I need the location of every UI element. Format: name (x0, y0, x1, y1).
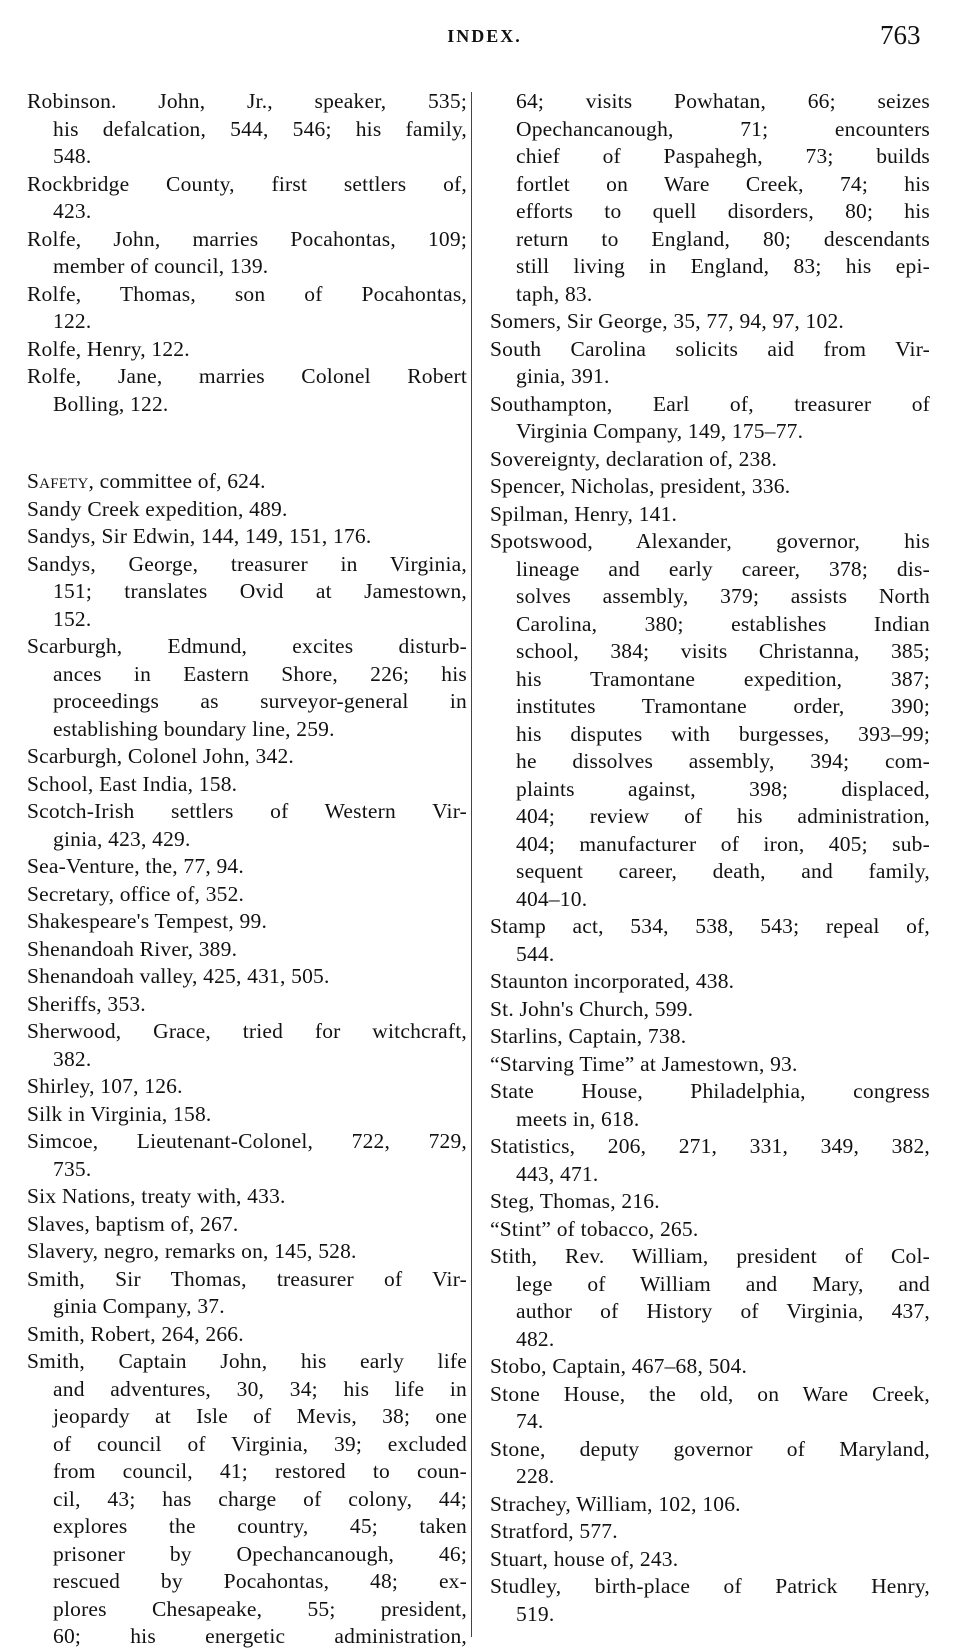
index-entry-line: Slavery, negro, remarks on, 145, 528. (27, 1239, 357, 1263)
running-title: INDEX. (447, 26, 522, 46)
index-entry-line: Robinson. John, Jr., speaker, 535; (27, 89, 467, 113)
index-entry (27, 336, 467, 364)
index-entry-line: Six Nations, treaty with, 433. (27, 1184, 286, 1208)
index-entry-line: Shakespeare's Tempest, 99. (27, 909, 268, 933)
index-entry (27, 1238, 467, 1266)
index-entry-line: Somers, Sir George, 35, 77, 94, 97, 102. (490, 309, 844, 333)
index-entry (27, 1183, 467, 1211)
index-entry-line: Secretary, office of, 352. (27, 881, 245, 906)
index-entry-line: meets in, 618. (516, 1106, 640, 1131)
index-entry-line: Scotch-Irish settlers of Western Vir- (27, 799, 467, 823)
index-entry-line: establishing boundary line, 259. (53, 716, 335, 741)
index-entry-line: Spilman, Henry, 141. (490, 501, 678, 526)
index-entry (490, 968, 930, 996)
index-entry (490, 391, 930, 446)
index-entry-line: Stuart, house of, 243. (490, 1546, 679, 1571)
index-entry (490, 528, 930, 913)
index-entry-line: Scarburgh, Edmund, excites disturb- (27, 634, 467, 658)
index-entry-line: 404; review of his administration, (516, 804, 930, 828)
index-entry-line: Rolfe, John, marries Pocahontas, 109; (27, 226, 467, 251)
index-entry (490, 473, 930, 501)
index-entry-line: prisoner by Opechancanough, 46; (53, 1541, 467, 1566)
index-entry (27, 1211, 467, 1239)
index-entry (490, 308, 930, 336)
index-entry-line: 548. (53, 144, 92, 168)
index-entry-line: proceedings as surveyor-general in (53, 689, 467, 713)
index-entry-line: 122. (53, 309, 92, 333)
index-entry-line: “Starving Time” at Jamestown, 93. (490, 1051, 798, 1076)
index-entry-line: cil, 43; has charge of colony, 44; (53, 1486, 467, 1511)
index-entry (27, 936, 467, 964)
index-entry-line: plores Chesapeake, 55; president, (53, 1596, 467, 1621)
index-entry-line: his defalcation, 544, 546; his family, (53, 116, 467, 141)
index-entry-line: plaints against, 398; displaced, (516, 776, 930, 801)
index-entry-line: Stamp act, 534, 538, 543; repeal of, (490, 914, 930, 938)
index-entry (27, 991, 467, 1019)
index-entry-line: Steg, Thomas, 216. (490, 1189, 660, 1213)
index-entry-line: Shenandoah River, 389. (27, 936, 238, 961)
index-entry-line: return to England, 80; descendants (516, 226, 930, 251)
index-entry (490, 1023, 930, 1051)
index-entry-line: St. John's Church, 599. (490, 996, 694, 1021)
index-entry-line: member of council, 139. (53, 254, 269, 278)
index-column-right (490, 88, 930, 1628)
index-entry-line: jeopardy at Isle of Mevis, 38; one (53, 1404, 467, 1428)
index-entry-line: 404; manufacturer of iron, 405; sub- (516, 831, 930, 856)
index-entry-line: institutes Tramontane order, 390; (516, 694, 930, 718)
index-entry-line: Sheriffs, 353. (27, 991, 146, 1016)
index-entry-line: chief of Paspahegh, 73; builds (516, 144, 930, 168)
index-entry-line: lineage and early career, 378; dis- (516, 556, 930, 581)
index-entry-line (27, 468, 467, 496)
index-entry-line: his Tramontane expedition, 387; (516, 666, 930, 691)
index-entry-line: 382. (53, 1046, 92, 1071)
index-entry-line: Stith, Rev. William, president of Col- (490, 1244, 930, 1268)
index-entry (27, 1101, 467, 1129)
index-entry-line: “Stint” of tobacco, 265. (490, 1216, 699, 1241)
index-entry-line: from council, 41; restored to coun- (53, 1459, 467, 1483)
index-entry-line: School, East India, 158. (27, 771, 238, 796)
index-entry-line: Simcoe, Lieutenant-Colonel, 722, 729, (27, 1129, 467, 1153)
index-entry-line: State House, Philadelphia, congress (490, 1079, 930, 1103)
index-entry (27, 1128, 467, 1183)
index-entry-line: Southampton, Earl of, treasurer of (490, 391, 930, 416)
index-entry-line: Starlins, Captain, 738. (490, 1024, 687, 1048)
index-entry-line: Statistics, 206, 271, 331, 349, 382, (490, 1134, 930, 1158)
index-entry (490, 1491, 930, 1519)
index-entry-line: Spencer, Nicholas, president, 336. (490, 474, 791, 498)
index-entry (27, 496, 467, 524)
index-entry-line: Rolfe, Thomas, son of Pocahontas, (27, 281, 467, 306)
column-divider (471, 92, 472, 1637)
index-entry (490, 1353, 930, 1381)
index-entry-line: Silk in Virginia, 158. (27, 1101, 212, 1126)
index-entry-line: 735. (53, 1156, 92, 1181)
index-entry (27, 798, 467, 853)
index-entry-line: Stratford, 577. (490, 1519, 618, 1543)
index-entry-line: Sherwood, Grace, tried for witchcraft, (27, 1019, 467, 1043)
index-entry-line: rescued by Pocahontas, 48; ex- (53, 1569, 467, 1593)
index-entry-line: 544. (516, 941, 555, 966)
index-entry (27, 523, 467, 551)
index-entry (490, 1133, 930, 1188)
index-entry-line: Opechancanough, 71; encounters (516, 116, 930, 141)
index-entry (490, 88, 930, 308)
section-lead-word: Safety (27, 469, 89, 493)
index-entry-line: Stone House, the old, on Ware Creek, (490, 1381, 930, 1406)
index-entry-line: still living in England, 83; his epi- (516, 254, 930, 278)
index-entry-line: ginia Company, 37. (53, 1294, 225, 1318)
index-entry-line: 404–10. (516, 886, 588, 911)
index-entry-line: efforts to quell disorders, 80; his (516, 199, 930, 223)
index-entry-line: Rolfe, Jane, marries Colonel Robert (27, 364, 467, 388)
index-entry-line: ginia, 391. (516, 364, 610, 388)
index-entry-line: Virginia Company, 149, 175–77. (516, 419, 804, 443)
index-entry (490, 913, 930, 968)
index-entry-line: Sandy Creek expedition, 489. (27, 496, 288, 521)
index-entry-line: solves assembly, 379; assists North (516, 584, 930, 608)
index-entry-line: explores the country, 45; taken (53, 1514, 467, 1538)
index-entry (27, 171, 467, 226)
index-entry-line: Spotswood, Alexander, governor, his (490, 529, 930, 553)
index-entry-line: Sandys, George, treasurer in Virginia, (27, 551, 467, 576)
index-entry-line: Stobo, Captain, 467–68, 504. (490, 1354, 748, 1378)
index-entry (27, 281, 467, 336)
index-entry (27, 88, 467, 171)
index-entry-line: South Carolina solicits aid from Vir- (490, 336, 930, 361)
index-entry-line: Rolfe, Henry, 122. (27, 336, 190, 361)
index-entry (27, 551, 467, 634)
index-entry-line: taph, 83. (516, 281, 593, 306)
index-entry-line: Smith, Sir Thomas, treasurer of Vir- (27, 1266, 467, 1291)
index-entry-line: Sea-Venture, the, 77, 94. (27, 854, 244, 878)
index-entry-line: sequent career, death, and family, (516, 859, 930, 883)
index-entry (27, 1266, 467, 1321)
index-entry (27, 1348, 467, 1651)
index-entry (490, 996, 930, 1024)
index-entry-line: Stone, deputy governor of Maryland, (490, 1436, 930, 1461)
index-entry (27, 226, 467, 281)
index-entry (490, 1051, 930, 1079)
index-entry-line: ances in Eastern Shore, 226; his (53, 661, 467, 686)
letter-section-gap (27, 418, 467, 468)
index-entry-line: Rockbridge County, first settlers of, (27, 171, 467, 196)
index-entry-line: 151; translates Ovid at Jamestown, (53, 579, 467, 603)
index-entry-line: Bolling, 122. (53, 391, 169, 416)
index-entry (490, 1546, 930, 1574)
page-number: 763 (880, 20, 921, 50)
index-entry (27, 468, 467, 496)
index-entry-line: Studley, birth-place of Patrick Henry, (490, 1574, 930, 1598)
index-entry-line: Staunton incorporated, 438. (490, 969, 735, 993)
index-entry (490, 1216, 930, 1244)
index-entry (27, 963, 467, 991)
index-entry (27, 853, 467, 881)
index-entry-line: Shirley, 107, 126. (27, 1074, 183, 1098)
index-entry-line: Smith, Robert, 264, 266. (27, 1321, 244, 1346)
index-entry (490, 446, 930, 474)
index-column-left (27, 88, 467, 1651)
index-entry-line: Strachey, William, 102, 106. (490, 1491, 741, 1516)
index-entry (490, 336, 930, 391)
index-entry (27, 743, 467, 771)
index-entry (27, 633, 467, 743)
index-entry-line: and adventures, 30, 34; his life in (53, 1376, 467, 1401)
index-entry-line: Slaves, baptism of, 267. (27, 1211, 239, 1236)
index-entry-line: Scarburgh, Colonel John, 342. (27, 744, 294, 768)
index-entry-line: 74. (516, 1409, 544, 1433)
index-entry-line: 519. (516, 1601, 555, 1626)
index-entry-line: author of History of Virginia, 437, (516, 1299, 930, 1323)
index-entry-line: 228. (516, 1464, 555, 1488)
index-entry-line: Sovereignty, declaration of, 238. (490, 446, 778, 471)
index-entry (27, 1321, 467, 1349)
index-entry-line: his disputes with burgesses, 393–99; (516, 721, 930, 746)
index-entry-text: , committee of, 624. (88, 469, 266, 493)
index-entry-line: 60; his energetic administration, (53, 1624, 467, 1648)
index-entry-line: ginia, 423, 429. (53, 826, 191, 851)
index-entry-line: fortlet on Ware Creek, 74; his (516, 171, 930, 196)
index-entry (27, 363, 467, 418)
index-entry (490, 1381, 930, 1436)
index-entry-line: 482. (516, 1326, 555, 1351)
index-entry (27, 908, 467, 936)
index-entry (490, 1078, 930, 1133)
index-entry (27, 1018, 467, 1073)
index-entry-line: 443, 471. (516, 1161, 599, 1186)
index-entry-line: 152. (53, 606, 92, 631)
index-entry (27, 1073, 467, 1101)
index-entry (27, 881, 467, 909)
index-entry (490, 501, 930, 529)
index-entry (490, 1573, 930, 1628)
index-entry-line: Sandys, Sir Edwin, 144, 149, 151, 176. (27, 524, 372, 548)
index-entry-line: Carolina, 380; establishes Indian (516, 611, 930, 636)
index-entry (490, 1188, 930, 1216)
index-entry (27, 771, 467, 799)
index-entry-line: lege of William and Mary, and (516, 1271, 930, 1296)
index-entry-line: Smith, Captain John, his early life (27, 1349, 467, 1373)
index-entry-line: he dissolves assembly, 394; com- (516, 749, 930, 773)
index-entry (490, 1243, 930, 1353)
index-entry-line: 423. (53, 199, 92, 223)
index-entry (490, 1518, 930, 1546)
index-entry-line: school, 384; visits Christanna, 385; (516, 639, 930, 663)
index-entry (490, 1436, 930, 1491)
index-entry-line: Shenandoah valley, 425, 431, 505. (27, 964, 330, 988)
index-entry-line: 64; visits Powhatan, 66; seizes (516, 89, 930, 113)
index-entry-line: of council of Virginia, 39; excluded (53, 1431, 467, 1456)
